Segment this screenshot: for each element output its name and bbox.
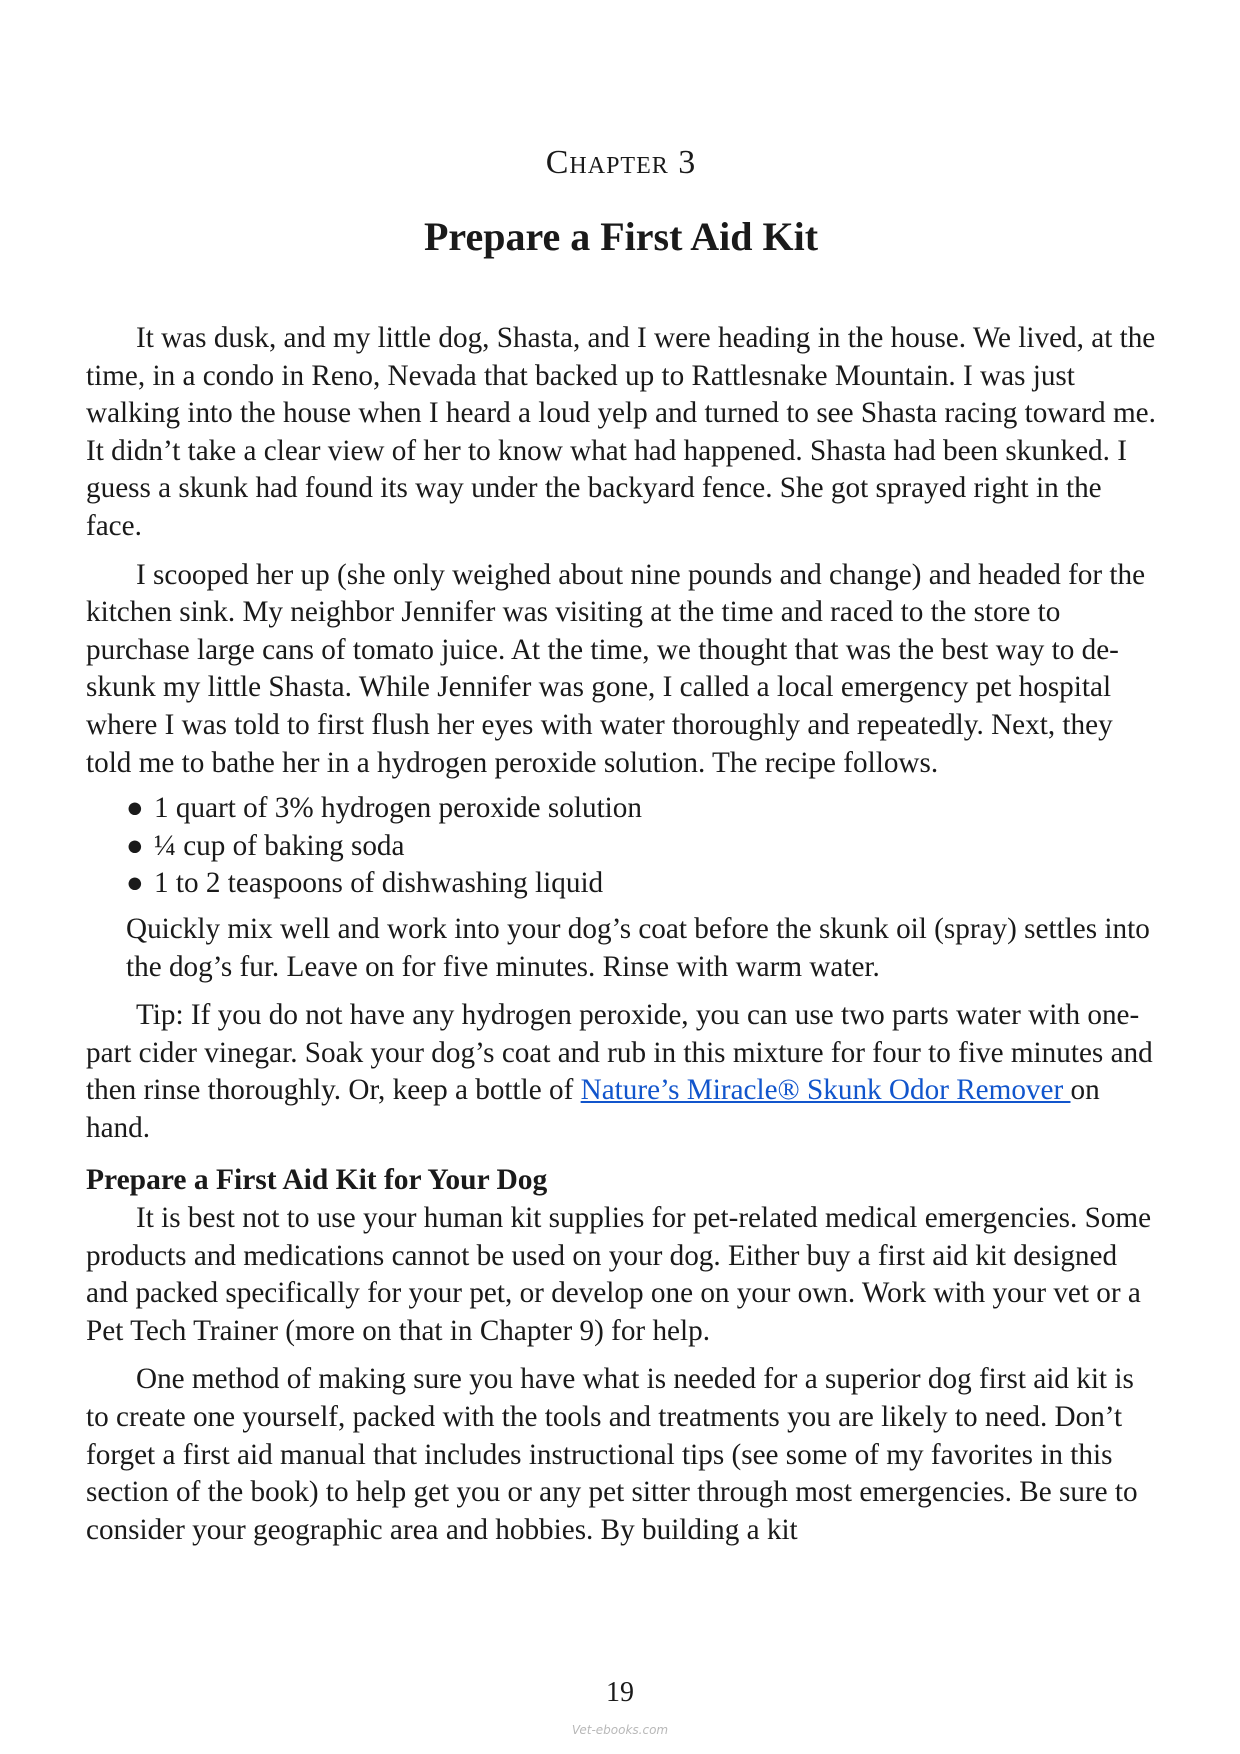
intro-paragraph-2: I scooped her up (she only weighed about nine pounds and change) and headed for the kitchen sink. My neighbor Jennifer was visiting at the time and raced to the store to purchase large cans of tomato juice. At the time, we thought that was the best way to de-skunk my little Shasta. While Jennifer was gone, I called a local emergency pet hospital where I was told to first flush her eyes with water thoroughly and repeatedly. Next, they told me to bathe her in a hydrogen peroxide solution. The recipe follows.	[86, 558, 1146, 779]
list-item: ● 1 to 2 teaspoons of dishwashing liquid	[126, 865, 1156, 903]
body-text	[86, 320, 1156, 1549]
bullet-icon: ●	[126, 867, 144, 900]
section-paragraph-1: It is best not to use your human kit supplies for pet-related medical emergencies. Some products and medications cannot be used on your dog. Either buy a first aid kit designed and packed specifically for your pet, or develop one on your own. Work with your vet or a Pet Tech Trainer (more on that in Chapter 9) for help.	[86, 1202, 1152, 1347]
tip-paragraph: Tip: If you do not have any hydrogen peroxide, you can use two parts water with one-part cider vinegar. Soak your dog’s coat and rub in this mixture for four to five minutes and then rinse thoroughly. Or, keep a bottle of Nature’s Miracle® Skunk Odor Remover on hand.	[86, 999, 1153, 1144]
section-heading: Prepare a First Aid Kit for Your Dog	[86, 1164, 548, 1197]
section-paragraph-2: One method of making sure you have what is needed for a superior dog first aid kit is to create one yourself, packed with the tools and treatments you are likely to need. Don’t forget a first aid manual that includes instructional tips (see some of my favorites in this section of the book) to help get you or any pet sitter through most emergencies. Be sure to consider your geographic area and hobbies. By building a kit	[86, 1363, 1138, 1546]
recipe-instructions: Quickly mix well and work into your dog’s coat before the skunk oil (spray) settles into the dog’s fur. Leave on for five minutes. Rinse with warm water.	[126, 912, 1150, 983]
bullet-icon: ●	[126, 792, 144, 825]
chapter-label: Chapter 3	[545, 144, 697, 181]
page-number: 19	[606, 1677, 634, 1708]
bullet-icon: ●	[126, 829, 144, 862]
intro-paragraph-1: It was dusk, and my little dog, Shasta, and I were heading in the house. We lived, at the time, in a condo in Reno, Nevada that backed up to Rattlesnake Mountain. I was just walking into the house when I heard a loud yelp and turned to see Shasta racing toward me. It didn’t take a clear view of her to know what had happened. Shasta had been skunked. I guess a skunk had found its way under the backyard fence. She got sprayed right in the face.	[86, 322, 1156, 542]
list-item: ● 1 quart of 3% hydrogen peroxide solution	[126, 790, 1156, 828]
skunk-remover-link[interactable]: Nature’s Miracle® Skunk Odor Remover	[580, 1074, 1071, 1107]
list-item: ● ¼ cup of baking soda	[126, 828, 1156, 866]
chapter-title: Prepare a First Aid Kit	[423, 214, 819, 259]
recipe-list	[86, 790, 1156, 903]
watermark: Vet-ebooks.com	[571, 1723, 669, 1737]
